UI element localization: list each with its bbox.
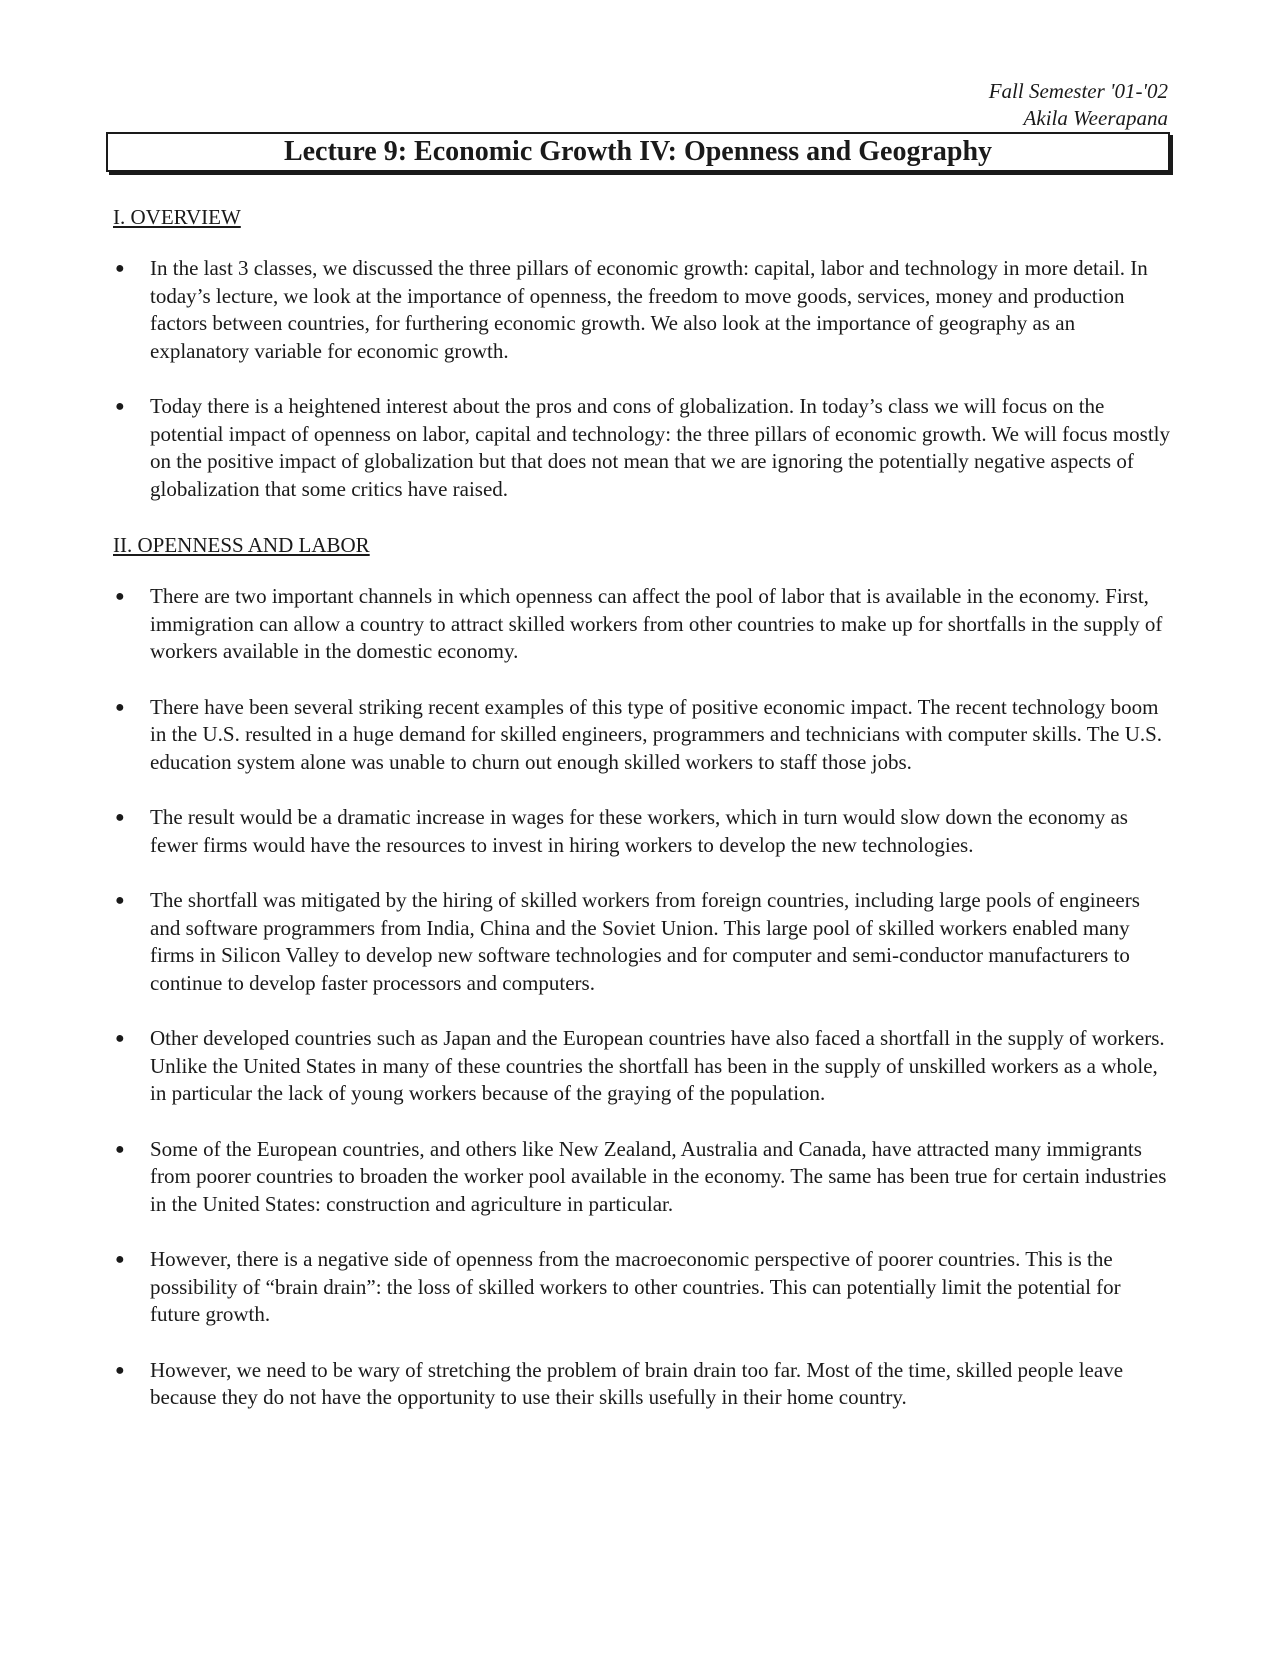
section-heading: II. OPENNESS AND LABOR xyxy=(113,533,370,557)
list-item xyxy=(113,1025,1173,1108)
title-box xyxy=(106,132,1170,172)
bullet-text: However, we need to be wary of stretching the problem of brain drain too far. Most of the time, skilled people leave because they do not have the opportunity to use their skills usefully in their home country. xyxy=(150,1357,1124,1409)
list-item xyxy=(113,804,1173,859)
bullet-icon: ● xyxy=(115,1030,125,1047)
bullet-icon: ● xyxy=(115,260,125,277)
bullet-text: Today there is a heightened interest about the pros and cons of globalization. In today’s class we will focus on the potential impact of openness on labor, capital and technology: the three pillars of economic growth. We will focus mostly on the positive impact of globalization but that does not mean that we are ignoring the potentially negative aspects of globalization that some critics have raised. xyxy=(150,394,1170,501)
document-body xyxy=(113,203,1173,1440)
bullet-icon: ● xyxy=(115,588,125,605)
bullet-list xyxy=(113,583,1173,1412)
header-meta xyxy=(989,78,1168,132)
bullet-text: However, there is a negative side of openness from the macroeconomic perspective of poorer countries. This is the possibility of “brain drain”: the loss of skilled workers to other countries. This can potentially limit the potential for future growth. xyxy=(150,1247,1121,1326)
list-item xyxy=(113,887,1173,997)
bullet-text: There are two important channels in which openness can affect the pool of labor that is available in the economy. First, immigration can allow a country to attract skilled workers from other countries to make up for shortfalls in the supply of workers available in the domestic economy. xyxy=(150,584,1163,663)
list-item xyxy=(113,1246,1173,1329)
bullet-icon: ● xyxy=(115,892,125,909)
section-heading: I. OVERVIEW xyxy=(113,205,241,229)
bullet-icon: ● xyxy=(115,1140,125,1158)
semester-label: Fall Semester '01-'02 xyxy=(988,79,1168,103)
list-item xyxy=(113,1136,1173,1219)
bullet-text: There have been several striking recent examples of this type of positive economic impact. The recent technology boom in the U.S. resulted in a huge demand for skilled engineers, programmers and technicians with computer skills. The U.S. education system alone was unable to churn out enough skilled workers to staff those jobs. xyxy=(150,694,1163,774)
page-title: Lecture 9: Economic Growth IV: Openness and Geography xyxy=(283,136,993,167)
section-overview xyxy=(113,203,1173,503)
list-item xyxy=(113,583,1173,666)
section-openness-labor xyxy=(113,531,1173,1412)
bullet-icon: ● xyxy=(115,1361,125,1379)
bullet-list xyxy=(113,255,1173,503)
bullet-icon: ● xyxy=(115,698,125,716)
list-item xyxy=(113,393,1173,503)
bullet-text: Some of the European countries, and others like New Zealand, Australia and Canada, have attracted many immigrants from poorer countries to broaden the worker pool available in the economy. The same has been true for certain industries in the United States: construction and agriculture in particular. xyxy=(150,1136,1167,1216)
bullet-text: In the last 3 classes, we discussed the three pillars of economic growth: capital, labor and technology in more detail. In today’s lecture, we look at the importance of openness, the freedom to move goods, services, money and production factors between countries, for furthering economic growth. We also look at the importance of geography as an explanatory variable for economic growth. xyxy=(150,256,1148,363)
bullet-icon: ● xyxy=(115,398,125,415)
bullet-text: The shortfall was mitigated by the hiring of skilled workers from foreign countries, including large pools of engineers and software programmers from India, China and the Soviet Union. This large pool of skilled workers enabled many firms in Silicon Valley to develop new software technologies and for computer and semi-conductor manufacturers to continue to develop faster processors and computers. xyxy=(150,888,1140,995)
list-item xyxy=(113,255,1173,365)
author-name: Akila Weerapana xyxy=(1023,106,1168,130)
bullet-icon: ● xyxy=(115,809,125,826)
list-item xyxy=(113,1357,1173,1412)
bullet-text: The result would be a dramatic increase in wages for these workers, which in turn would slow down the economy as fewer firms would have the resources to invest in hiring workers to develop the new technologies. xyxy=(150,805,1128,857)
list-item xyxy=(113,694,1173,777)
bullet-text: Other developed countries such as Japan and the European countries have also faced a shortfall in the supply of workers. Unlike the United States in many of these countries the shortfall has been in the supply of unskilled workers as a whole, in particular the lack of young workers because of the graying of the population. xyxy=(150,1026,1165,1105)
bullet-icon: ● xyxy=(115,1251,125,1268)
